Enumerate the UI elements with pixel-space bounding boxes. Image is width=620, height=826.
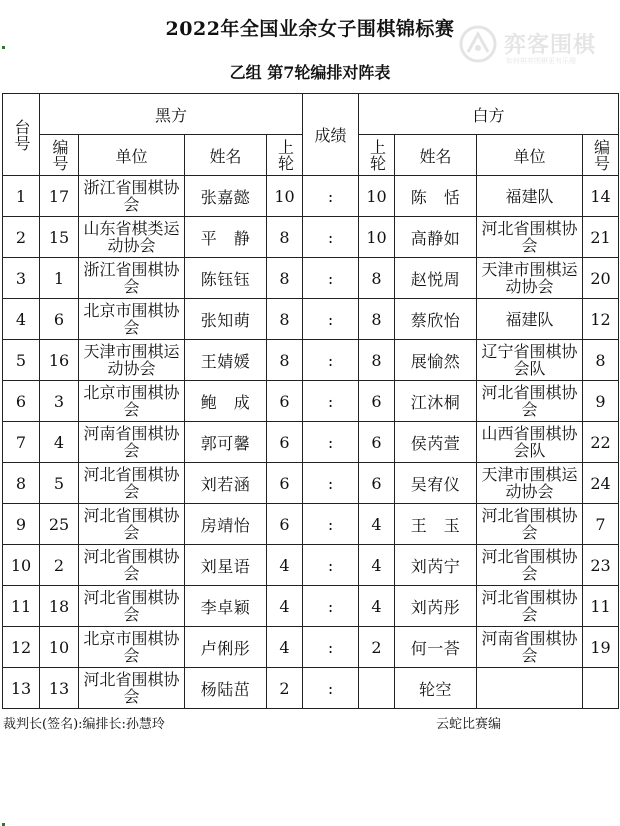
white-name: 吴宥仪 <box>395 463 477 504</box>
header-black-no: 编号 <box>40 135 79 176</box>
white-unit: 河北省围棋协会 <box>477 217 583 258</box>
watermark <box>458 22 618 72</box>
result: : <box>303 586 359 627</box>
white-name: 蔡欣怡 <box>395 299 477 340</box>
board-number: 7 <box>3 422 40 463</box>
table-row <box>3 668 619 709</box>
white-number: 24 <box>583 463 619 504</box>
black-number: 2 <box>40 545 79 586</box>
table-row <box>3 586 619 627</box>
table-row <box>3 627 619 668</box>
table-row <box>3 299 619 340</box>
white-number: 22 <box>583 422 619 463</box>
black-prev-round: 4 <box>267 545 303 586</box>
header-black: 黑方 <box>40 94 303 135</box>
white-name: 刘芮彤 <box>395 586 477 627</box>
result: : <box>303 176 359 217</box>
black-number: 16 <box>40 340 79 381</box>
board-number: 10 <box>3 545 40 586</box>
result: : <box>303 463 359 504</box>
black-number: 1 <box>40 258 79 299</box>
white-unit: 河南省围棋协会 <box>477 627 583 668</box>
white-number: 11 <box>583 586 619 627</box>
white-unit: 天津市围棋运动协会 <box>477 463 583 504</box>
result: : <box>303 258 359 299</box>
watermark-subtext: 如何棋弈围棋更有乐趣 <box>506 57 576 65</box>
table-row <box>3 217 619 258</box>
header-board: 台号 <box>3 94 40 176</box>
black-unit: 河北省围棋协会 <box>79 545 185 586</box>
black-prev-round: 8 <box>267 217 303 258</box>
header-white-prev: 上轮 <box>359 135 395 176</box>
black-unit: 北京市围棋协会 <box>79 299 185 340</box>
header-white-name: 姓名 <box>395 135 477 176</box>
black-name: 鲍 成 <box>185 381 267 422</box>
black-prev-round: 6 <box>267 504 303 545</box>
white-number: 20 <box>583 258 619 299</box>
black-prev-round: 6 <box>267 381 303 422</box>
black-unit: 天津市围棋运动协会 <box>79 340 185 381</box>
result: : <box>303 217 359 258</box>
white-prev-round: 6 <box>359 463 395 504</box>
black-number: 3 <box>40 381 79 422</box>
black-name: 张知萌 <box>185 299 267 340</box>
board-number: 9 <box>3 504 40 545</box>
white-prev-round: 4 <box>359 545 395 586</box>
white-number <box>583 668 619 709</box>
white-unit: 山西省围棋协会队 <box>477 422 583 463</box>
page-title: 2022年全国业余女子围棋锦标赛 <box>165 18 455 40</box>
white-unit: 福建队 <box>477 299 583 340</box>
black-prev-round: 6 <box>267 463 303 504</box>
result: : <box>303 381 359 422</box>
black-name: 张嘉懿 <box>185 176 267 217</box>
white-prev-round: 8 <box>359 340 395 381</box>
white-unit: 河北省围棋协会 <box>477 381 583 422</box>
board-number: 13 <box>3 668 40 709</box>
black-prev-round: 8 <box>267 299 303 340</box>
black-number: 15 <box>40 217 79 258</box>
white-name: 何一荅 <box>395 627 477 668</box>
black-unit: 北京市围棋协会 <box>79 381 185 422</box>
black-unit: 山东省棋类运动协会 <box>79 217 185 258</box>
black-name: 房靖怡 <box>185 504 267 545</box>
watermark-logo-icon <box>458 24 498 64</box>
white-name: 陈 恬 <box>395 176 477 217</box>
result: : <box>303 422 359 463</box>
white-prev-round: 6 <box>359 422 395 463</box>
result: : <box>303 299 359 340</box>
white-unit: 河北省围棋协会 <box>477 545 583 586</box>
white-number: 12 <box>583 299 619 340</box>
black-prev-round: 4 <box>267 627 303 668</box>
white-number: 8 <box>583 340 619 381</box>
black-prev-round: 2 <box>267 668 303 709</box>
white-prev-round: 10 <box>359 176 395 217</box>
board-number: 11 <box>3 586 40 627</box>
black-prev-round: 10 <box>267 176 303 217</box>
white-unit: 辽宁省围棋协会队 <box>477 340 583 381</box>
black-name: 李卓颖 <box>185 586 267 627</box>
white-name: 赵悦周 <box>395 258 477 299</box>
white-prev-round: 4 <box>359 504 395 545</box>
white-number: 19 <box>583 627 619 668</box>
pairing-rows <box>3 176 619 709</box>
black-unit: 河北省围棋协会 <box>79 668 185 709</box>
black-unit: 浙江省围棋协会 <box>79 176 185 217</box>
white-name: 展愉然 <box>395 340 477 381</box>
white-unit <box>477 668 583 709</box>
watermark-text: 弈客围棋 <box>504 33 597 58</box>
black-prev-round: 8 <box>267 340 303 381</box>
board-number: 3 <box>3 258 40 299</box>
white-unit: 河北省围棋协会 <box>477 586 583 627</box>
board-number: 5 <box>3 340 40 381</box>
white-prev-round <box>359 668 395 709</box>
table-row <box>3 258 619 299</box>
white-name: 刘芮宁 <box>395 545 477 586</box>
board-number: 4 <box>3 299 40 340</box>
black-number: 13 <box>40 668 79 709</box>
black-number: 5 <box>40 463 79 504</box>
result: : <box>303 545 359 586</box>
white-prev-round: 8 <box>359 258 395 299</box>
white-prev-round: 6 <box>359 381 395 422</box>
black-prev-round: 8 <box>267 258 303 299</box>
table-row <box>3 463 619 504</box>
black-name: 平 静 <box>185 217 267 258</box>
black-unit: 北京市围棋协会 <box>79 627 185 668</box>
table-row <box>3 381 619 422</box>
white-name: 江沐桐 <box>395 381 477 422</box>
table-row <box>3 504 619 545</box>
result: : <box>303 340 359 381</box>
header-white-unit: 单位 <box>477 135 583 176</box>
black-number: 17 <box>40 176 79 217</box>
white-number: 23 <box>583 545 619 586</box>
table-row <box>3 545 619 586</box>
black-name: 王婧媛 <box>185 340 267 381</box>
white-number: 21 <box>583 217 619 258</box>
white-prev-round: 2 <box>359 627 395 668</box>
board-number: 1 <box>3 176 40 217</box>
black-prev-round: 6 <box>267 422 303 463</box>
black-prev-round: 4 <box>267 586 303 627</box>
header-white-no: 编号 <box>583 135 619 176</box>
black-number: 25 <box>40 504 79 545</box>
board-number: 12 <box>3 627 40 668</box>
board-number: 6 <box>3 381 40 422</box>
white-name: 王 玉 <box>395 504 477 545</box>
header-white: 白方 <box>359 94 619 135</box>
black-name: 刘若涵 <box>185 463 267 504</box>
result: : <box>303 668 359 709</box>
black-name: 杨陆茁 <box>185 668 267 709</box>
black-number: 6 <box>40 299 79 340</box>
black-name: 陈钰钰 <box>185 258 267 299</box>
white-prev-round: 8 <box>359 299 395 340</box>
black-unit: 河南省围棋协会 <box>79 422 185 463</box>
white-unit: 河北省围棋协会 <box>477 504 583 545</box>
black-unit: 浙江省围棋协会 <box>79 258 185 299</box>
footer-signature: 裁判长(签名):编排长:孙慧玲 <box>3 717 165 732</box>
footer-credit: 云蛇比赛编 <box>436 717 502 732</box>
black-name: 卢俐彤 <box>185 627 267 668</box>
page-subtitle: 乙组 第7轮编排对阵表 <box>229 63 391 82</box>
white-name: 高静如 <box>395 217 477 258</box>
table-row <box>3 340 619 381</box>
header-black-unit: 单位 <box>79 135 185 176</box>
black-unit: 河北省围棋协会 <box>79 586 185 627</box>
black-number: 10 <box>40 627 79 668</box>
header-black-name: 姓名 <box>185 135 267 176</box>
header-black-prev: 上轮 <box>267 135 303 176</box>
white-unit: 福建队 <box>477 176 583 217</box>
white-prev-round: 10 <box>359 217 395 258</box>
black-number: 4 <box>40 422 79 463</box>
white-number: 7 <box>583 504 619 545</box>
table-row <box>3 422 619 463</box>
table-row <box>3 176 619 217</box>
corner-mark <box>2 46 5 49</box>
board-number: 2 <box>3 217 40 258</box>
black-number: 18 <box>40 586 79 627</box>
black-name: 郭可馨 <box>185 422 267 463</box>
white-number: 9 <box>583 381 619 422</box>
pairing-table <box>2 93 619 709</box>
black-unit: 河北省围棋协会 <box>79 463 185 504</box>
black-unit: 河北省围棋协会 <box>79 504 185 545</box>
board-number: 8 <box>3 463 40 504</box>
white-prev-round: 4 <box>359 586 395 627</box>
result: : <box>303 504 359 545</box>
white-name: 轮空 <box>395 668 477 709</box>
header-result: 成绩 <box>303 94 359 176</box>
white-number: 14 <box>583 176 619 217</box>
result: : <box>303 627 359 668</box>
white-name: 侯芮萱 <box>395 422 477 463</box>
white-unit: 天津市围棋运动协会 <box>477 258 583 299</box>
black-name: 刘星语 <box>185 545 267 586</box>
